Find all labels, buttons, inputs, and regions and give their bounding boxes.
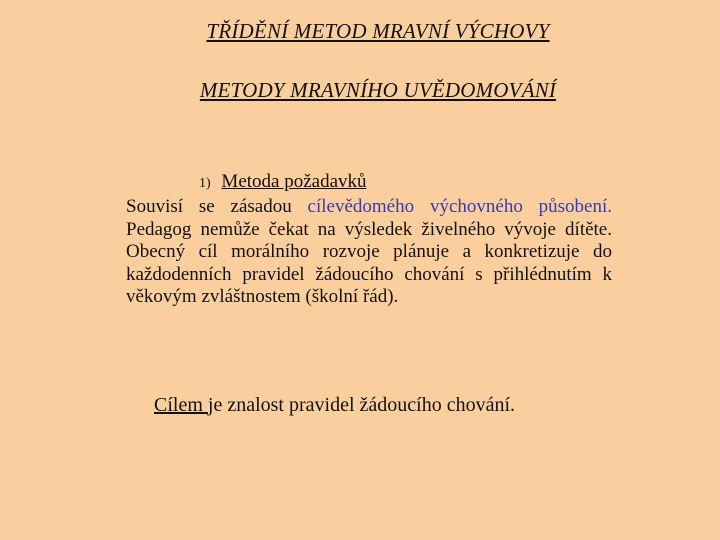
description-paragraph: [126, 196, 612, 309]
goal-underlined: Cílem: [154, 394, 208, 416]
main-title: TŘÍDĚNÍ METOD MRAVNÍ VÝCHOVY: [206, 19, 550, 43]
paragraph-highlight: cílevědomého výchovného působení.: [307, 196, 613, 217]
goal-rest: je znalost pravidel žádoucího chování.: [207, 394, 515, 416]
paragraph-text-1: Souvisí se zásadou: [126, 196, 308, 217]
paragraph-text-2: Pedagog nemůže čekat na výsledek živelného vývoje dítěte. Obecný cíl morálního rozvoje plánuje a konkretizuje do každodenních pravidel žádoucího chování s přihlédnutím k věkovým zvláštnostem (školní řád).: [126, 218, 612, 307]
method-heading: [199, 171, 367, 193]
method-number: 1): [199, 176, 211, 191]
goal-statement: [154, 394, 515, 417]
method-label: Metoda požadavků: [221, 171, 367, 192]
subtitle: METODY MRAVNÍHO UVĚDOMOVÁNÍ: [199, 78, 557, 102]
